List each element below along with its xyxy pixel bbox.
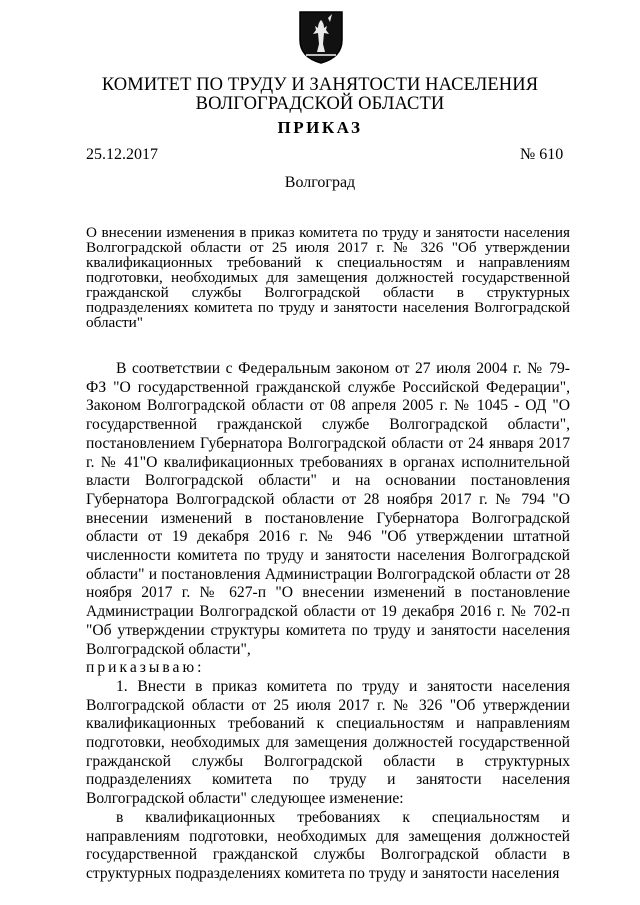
document-number: № 610 [520,146,564,163]
preamble-paragraph [86,360,570,659]
document-subject: О внесении изменения в приказ комитета по труду и занятости населения Волгоградской области от 25 июля 2017 г. № 326 "Об утверждении квалификационных требований к специальностям и направлениям подготовки, необходимых для замещения должностей государственной гражданской службы Волгоградской области в структурных подразделениях комитета по труду и занятости населения Волгоградской области" [86,224,570,331]
preamble-text: В соответствии с Федеральным законом от 27 июля 2004 г. № 79-ФЗ "О государственной гражданской службе Российской Федерации", Законом Волгоградской области от 08 апреля 2005 г. № 1045 - ОД "О государственной гражданской службе Волгоградской области", постановлением Губернатора Волгоградской области от 24 января 2017 г. № 41"О квалификационных требованиях в органах исполнительной власти Волгоградской области" и на основании постановления Губернатора Волгоградской области от 28 ноября 2017 г. № 794 "О внесении изменений в постановление Губернатора Волгоградской области от 19 декабря 2016 г. № 946 "Об утверждении штатной численности комитета по труду и занятости населения Волгоградской области" и постановления Администрации Волгоградской области от 28 ноября 2017 г. № 627-п "О внесении изменений в постановление Администрации Волгоградской области от 19 декабря 2016 г. № 702-п "Об утверждении структуры комитета по труду и занятости населения Волгоградской области", [86,360,570,658]
volgograd-coat-of-arms-icon [298,10,344,64]
document-city: Волгоград [284,174,356,191]
document-type-title: ПРИКАЗ [277,118,363,137]
item-1-paragraph: 1. Внести в приказ комитета по труду и занятости населения Волгоградской области от 25 июля 2017 г. № 326 "Об утверждении квалификационных требований к специальностям и направлениям подготовки, необходимых для замещения должностей государственной гражданской службы Волгоградской области в структурных подразделениях комитета по труду и занятости населения Волгоградской области" следующее изменение: [86,677,570,808]
order-line [86,659,570,678]
org-name-line2: ВОЛГОГРАДСКОЙ ОБЛАСТИ [195,94,445,114]
document-body [86,360,570,884]
org-name-line1: КОМИТЕТ ПО ТРУДУ И ЗАНЯТОСТИ НАСЕЛЕНИЯ [101,75,539,95]
item-1-continuation: в квалификационных требованиях к специальностям и направлениям подготовки, необходимых для замещения должностей государственной гражданской службы Волгоградской области в структурных подразделениях комитета по труду и занятости населения [86,808,570,882]
order-word: приказываю: [86,659,205,677]
document-date: 25.12.2017 [86,146,158,163]
